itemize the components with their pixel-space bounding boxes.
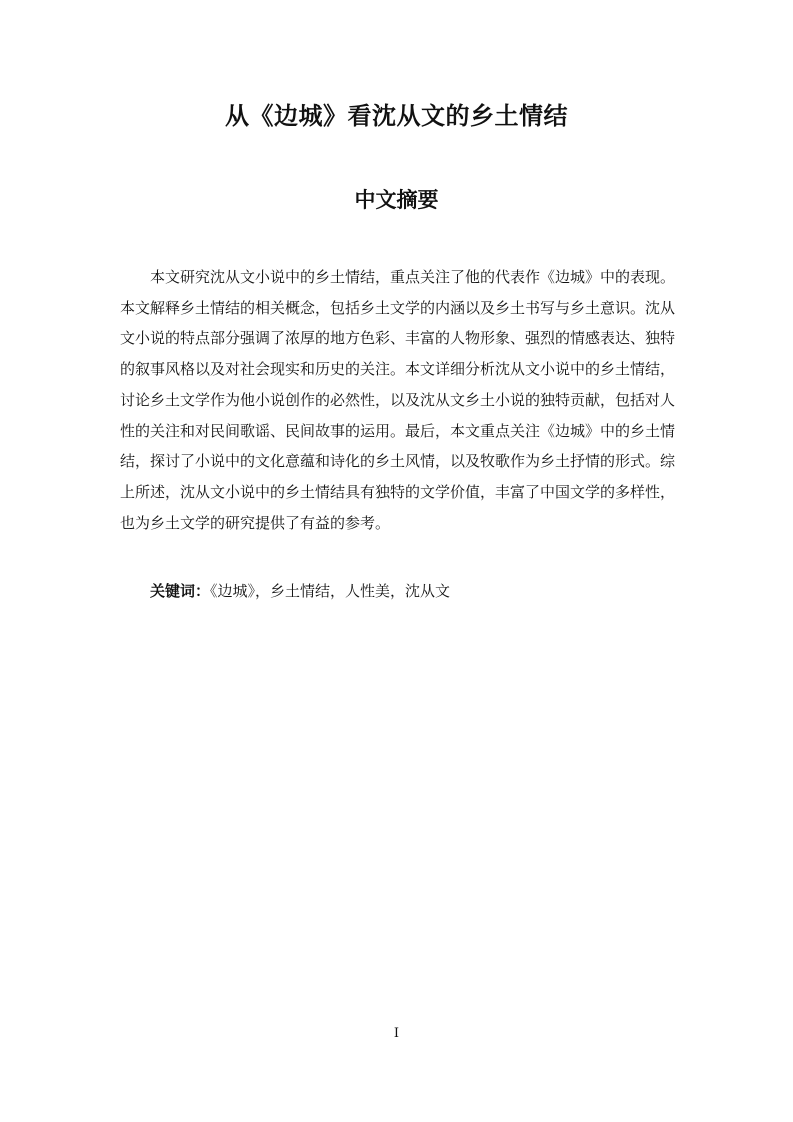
keywords-text: 《边城》，乡土情结，人性美，沈从文 [210, 582, 451, 600]
abstract-paragraph: 本文研究沈从文小说中的乡土情结，重点关注了他的代表作《边城》中的表现。本文解释乡土情结的相关概念，包括乡土文学的内涵以及乡土书写与乡土意识。沈从文小说的特点部分强调了浓厚的地方色彩、丰富的人物形象、强烈的情感表达、独特的叙事风格以及对社会现实和历史的关注。本文详细分析沈从文小说中的乡土情结，讨论乡土文学作为他小说创作的必然性，以及沈从文乡土小说的独特贡献，包括对人性的关注和对民间歌谣、民间故事的运用。最后，本文重点关注《边城》中的乡土情结，探讨了小说中的文化意蕴和诗化的乡土风情，以及牧歌作为乡土抒情的形式。综上所述，沈从文小说中的乡土情结具有独特的文学价值，丰富了中国文学的多样性，也为乡土文学的研究提供了有益的参考。 [120, 268, 676, 532]
page-number: I [393, 1026, 400, 1041]
keywords-line [150, 576, 670, 606]
keywords-label: 关键词： [150, 582, 211, 600]
document-title: 从《边城》看沈从文的乡土情结 [225, 102, 568, 130]
abstract-heading: 中文摘要 [354, 188, 439, 212]
